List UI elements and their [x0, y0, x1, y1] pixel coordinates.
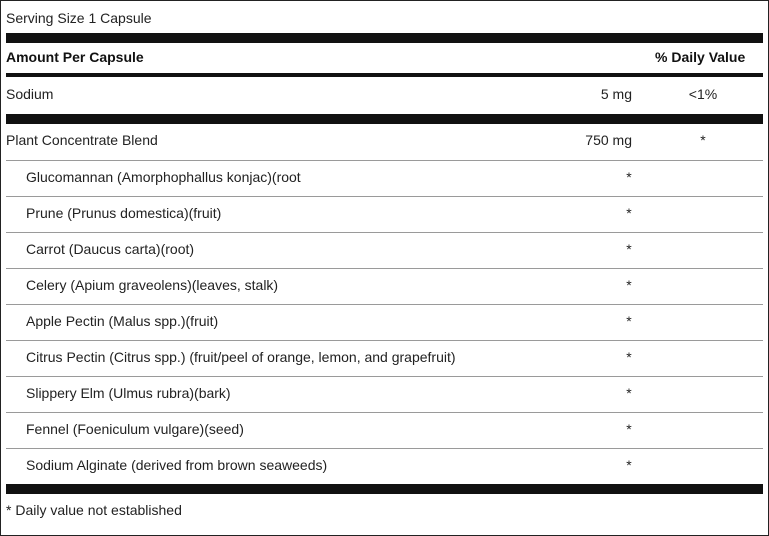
- blend-amount: 750 mg: [585, 132, 632, 148]
- ingredient-dv-mark: *: [626, 421, 632, 437]
- footnote: * Daily value not established: [6, 502, 182, 518]
- ingredient-name: Apple Pectin (Malus spp.)(fruit): [26, 313, 219, 329]
- daily-value-heading: % Daily Value: [655, 49, 746, 65]
- serving-size: Serving Size 1 Capsule: [6, 10, 152, 26]
- ingredient-row: [1, 233, 768, 269]
- sodium-amount: 5 mg: [600, 86, 632, 102]
- ingredient-row: [1, 449, 768, 485]
- ingredient-row: [1, 377, 768, 413]
- ingredient-dv-mark: *: [626, 349, 632, 365]
- ingredient-dv-mark: *: [626, 169, 632, 185]
- ingredient-row: [1, 413, 768, 449]
- ingredient-dv-mark: *: [626, 241, 632, 257]
- ingredient-dv-mark: *: [626, 313, 632, 329]
- ingredient-name: Prune (Prunus domestica)(fruit): [26, 205, 222, 221]
- ingredient-name: Citrus Pectin (Citrus spp.) (fruit/peel of orange, lemon, and grapefruit): [26, 349, 456, 365]
- ingredient-row: [1, 341, 768, 377]
- medium-divider: [6, 73, 763, 77]
- blend-name: Plant Concentrate Blend: [6, 132, 158, 148]
- ingredient-row: [1, 161, 768, 197]
- sodium-dv: <1%: [688, 86, 718, 102]
- ingredient-name: Sodium Alginate (derived from brown seaweeds): [26, 457, 328, 473]
- amount-per-capsule-heading: Amount Per Capsule: [6, 49, 144, 65]
- blend-dv: *: [700, 132, 706, 148]
- ingredient-dv-mark: *: [626, 277, 632, 293]
- sodium-name: Sodium: [6, 86, 54, 102]
- ingredient-dv-mark: *: [626, 457, 632, 473]
- ingredient-row: [1, 269, 768, 305]
- ingredient-name: Celery (Apium graveolens)(leaves, stalk): [26, 277, 279, 293]
- ingredient-dv-mark: *: [626, 385, 632, 401]
- ingredient-row: [1, 305, 768, 341]
- thick-divider-bottom: [6, 484, 763, 494]
- ingredient-dv-mark: *: [626, 205, 632, 221]
- thick-divider-top: [6, 33, 763, 43]
- ingredient-name: Glucomannan (Amorphophallus konjac)(root: [26, 169, 301, 185]
- ingredient-row: [1, 197, 768, 233]
- ingredient-name: Slippery Elm (Ulmus rubra)(bark): [26, 385, 231, 401]
- ingredient-name: Carrot (Daucus carta)(root): [26, 241, 195, 257]
- ingredient-name: Fennel (Foeniculum vulgare)(seed): [26, 421, 244, 437]
- thick-divider-mid: [6, 114, 763, 124]
